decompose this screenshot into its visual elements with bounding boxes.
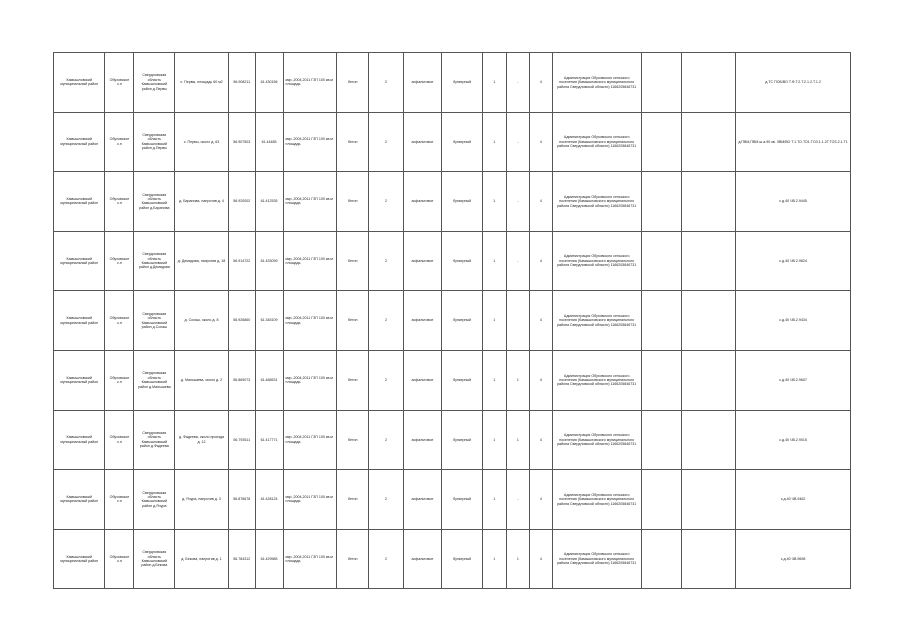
cell-period: мкр.,2004,2011 ГЗП 100 кв.м площадь [283, 231, 337, 291]
cell-address: с. Первы, площадь 60 м2 [175, 53, 229, 113]
cell-latitude: 56.878678 [228, 470, 255, 530]
cell-address: с. Первы, около д. 63 [175, 112, 229, 172]
cell-latitude: 56.926860 [228, 291, 255, 351]
cell-district: Камышловский муниципальный район [54, 529, 105, 589]
cell-latitude: 56.907503 [228, 112, 255, 172]
cell-count: 2 [369, 291, 403, 351]
cell-c1: 1 [482, 350, 506, 410]
cell-locality: Свердловская область Камышловский район д.Бекова [134, 529, 175, 589]
cell-x1 [641, 172, 682, 232]
cell-owner: Администрация Обуховского сельского поселения (Камышловского муниципального района Свердловской области) 1166205846731 [552, 350, 641, 410]
cell-count: 2 [369, 350, 403, 410]
cell-owner: Администрация Обуховского сельского поселения (Камышловского муниципального района Свердловской области) 1166205846731 [552, 112, 641, 172]
cell-longitude: 61.429585 [255, 529, 283, 589]
cell-locality: Свердловская область Камышловский район д.Малышева [134, 350, 175, 410]
cell-c1: 1 [482, 470, 506, 530]
cell-x2 [682, 350, 736, 410]
table-row [54, 172, 851, 232]
cell-c2: 1 [506, 410, 530, 470]
cell-cover: асфальтовое [403, 291, 442, 351]
cell-c3: 4 [530, 410, 553, 470]
registry-body [54, 53, 851, 589]
cell-address: д. Ячура, напротив д. 3 [175, 470, 229, 530]
cell-count: 2 [369, 470, 403, 530]
cell-settlement: Обуховское с.п [105, 470, 134, 530]
cell-note: с.д.40 ЧВ.2.9434 [736, 291, 851, 351]
cell-x2 [682, 53, 736, 113]
cell-address: д. Демидова, напротив д. 18 [175, 231, 229, 291]
cell-c2: - [506, 470, 530, 530]
cell-x2 [682, 172, 736, 232]
cell-district: Камышловский муниципальный район [54, 112, 105, 172]
cell-address: д. Фадеева, около проезда д. 12 [175, 410, 229, 470]
cell-kind: бункерный [442, 291, 483, 351]
cell-c3: 4 [530, 172, 553, 232]
cell-x2 [682, 112, 736, 172]
cell-x2 [682, 470, 736, 530]
cell-district: Камышловский муниципальный район [54, 172, 105, 232]
cell-c3: 4 [530, 529, 553, 589]
cell-c2: 1 [506, 529, 530, 589]
cell-longitude: 61.345109 [255, 291, 283, 351]
cell-x2 [682, 529, 736, 589]
cell-c3: 4 [530, 350, 553, 410]
cell-c2: - [506, 172, 530, 232]
cell-settlement: Обуховское с.п [105, 112, 134, 172]
cell-settlement: Обуховское с.п [105, 291, 134, 351]
cell-locality: Свердловская область Камышловский район д.Баранова [134, 172, 175, 232]
cell-cover: асфальтовое [403, 231, 442, 291]
cell-c2: 1 [506, 350, 530, 410]
cell-note: с.д.40 ЧВ.9462 [736, 470, 851, 530]
cell-longitude: 61.430156 [255, 53, 283, 113]
cell-x2 [682, 291, 736, 351]
cell-owner: Администрация Обуховского сельского поселения (Камышловского муниципального района Свердловской области) 1166205846731 [552, 231, 641, 291]
table-row [54, 231, 851, 291]
cell-longitude: 61.428124 [255, 470, 283, 530]
cell-kind: бункерный [442, 350, 483, 410]
cell-period: мкр.,2004,2011 ГЗП 100 кв.м площадь [283, 53, 337, 113]
cell-c1: 1 [482, 410, 506, 470]
cell-longitude: 61.433099 [255, 231, 283, 291]
cell-owner: Администрация Обуховского сельского поселения (Камышловского муниципального района Свердловской области) 1166205846731 [552, 291, 641, 351]
cell-cover: асфальтовое [403, 172, 442, 232]
cell-kind: бункерный [442, 231, 483, 291]
cell-material: бетон [337, 410, 369, 470]
cell-c3: 4 [530, 112, 553, 172]
table-row [54, 470, 851, 530]
cell-period: мкр.,2004,2011 ГЗП 100 кв.м площадь [283, 529, 337, 589]
table-row [54, 112, 851, 172]
cell-cover: асфальтовое [403, 410, 442, 470]
cell-owner: Администрация Обуховского сельского поселения (Камышловского муниципального района Свердловской области) 1166205846731 [552, 53, 641, 113]
cell-c1: 1 [482, 529, 506, 589]
cell-note: д.ТС ПОБ/ВО Т.Ф.Т.2.Т.2.1.2.Т.1.2 [736, 53, 851, 113]
cell-x1 [641, 410, 682, 470]
table-row [54, 410, 851, 470]
cell-c1: 1 [482, 172, 506, 232]
cell-period: мкр.,2004,2011 ГЗП 100 кв.м площадь [283, 172, 337, 232]
cell-kind: бункерный [442, 112, 483, 172]
cell-x1 [641, 529, 682, 589]
cell-material: бетон [337, 112, 369, 172]
cell-address: д. Бекова, напротив д. 1 [175, 529, 229, 589]
cell-note: с.д.40 ЧВ.9698 [736, 529, 851, 589]
cell-latitude: 56.914722 [228, 231, 255, 291]
cell-period: мкр.,2004,2011 ГЗП 100 кв.м площадь [283, 112, 337, 172]
cell-material: бетон [337, 231, 369, 291]
cell-longitude: 61.412535 [255, 172, 283, 232]
table-row [54, 529, 851, 589]
cell-cover: асфальтовое [403, 470, 442, 530]
cell-cover: асфальтовое [403, 112, 442, 172]
cell-count: 2 [369, 53, 403, 113]
cell-period: мкр.,2004,2011 ГЗП 100 кв.м площадь [283, 410, 337, 470]
cell-x1 [641, 53, 682, 113]
cell-c1: 1 [482, 112, 506, 172]
cell-count: 2 [369, 172, 403, 232]
cell-cover: асфальтовое [403, 53, 442, 113]
cell-note: д.ПВМ,ПВМ ш.а.90 кв. ЗВМ/ВО Т.1.ТО.ТО1.ТОЗ.1.1.2Т.ТОЗ.2.1.Т1 [736, 112, 851, 172]
cell-x2 [682, 410, 736, 470]
cell-c1: 1 [482, 53, 506, 113]
cell-locality: Свердловская область Камышловский район д.Первы [134, 53, 175, 113]
cell-note: с.д.40 ЧВ.2.9607 [736, 350, 851, 410]
cell-longitude: 61.417771 [255, 410, 283, 470]
cell-period: мкр.,2004,2011 ГЗП 100 кв.м площадь [283, 350, 337, 410]
cell-note: с.д.40 ЧВ.2.9445 [736, 172, 851, 232]
cell-district: Камышловский муниципальный район [54, 470, 105, 530]
cell-address: д. Малышева, около д. 2 [175, 350, 229, 410]
cell-c2 [506, 291, 530, 351]
cell-x1 [641, 470, 682, 530]
cell-kind: бункерный [442, 470, 483, 530]
cell-locality: Свердловская область Камышловский район д.Первы [134, 112, 175, 172]
cell-owner: Администрация Обуховского сельского поселения (Камышловского муниципального района Свердловской области) 1166205846731 [552, 529, 641, 589]
cell-district: Камышловский муниципальный район [54, 350, 105, 410]
registry-table [53, 52, 851, 589]
cell-count: 2 [369, 529, 403, 589]
cell-owner: Администрация Обуховского сельского поселения (Камышловского муниципального района Свердловской области) 1166205846731 [552, 172, 641, 232]
cell-kind: бункерный [442, 172, 483, 232]
cell-count: 2 [369, 112, 403, 172]
cell-locality: Свердловская область Камышловский район д.Демидова [134, 231, 175, 291]
cell-c1: 1 [482, 291, 506, 351]
cell-material: бетон [337, 350, 369, 410]
table-row [54, 291, 851, 351]
cell-owner: Администрация Обуховского сельского поселения (Камышловского муниципального района Свердловской области) 1166205846731 [552, 470, 641, 530]
cell-locality: Свердловская область Камышловский район д.Фадеева [134, 410, 175, 470]
cell-settlement: Обуховское с.п [105, 53, 134, 113]
cell-settlement: Обуховское с.п [105, 529, 134, 589]
cell-kind: бункерный [442, 410, 483, 470]
cell-address: д. Сохаш, около д. 8 [175, 291, 229, 351]
cell-note: с.д.40 ЧВ.2.9015 [736, 410, 851, 470]
cell-x1 [641, 350, 682, 410]
cell-count: 2 [369, 410, 403, 470]
cell-latitude: 56.793511 [228, 410, 255, 470]
cell-c3: 4 [530, 231, 553, 291]
cell-settlement: Обуховское с.п [105, 410, 134, 470]
cell-longitude: 61.468531 [255, 350, 283, 410]
cell-c2: - [506, 231, 530, 291]
cell-latitude: 56.869073 [228, 350, 255, 410]
cell-c1: 1 [482, 231, 506, 291]
cell-latitude: 56.908211 [228, 53, 255, 113]
cell-district: Камышловский муниципальный район [54, 291, 105, 351]
cell-note: с.д.40 ЧВ.2.9824 [736, 231, 851, 291]
cell-settlement: Обуховское с.п [105, 350, 134, 410]
cell-c3: 4 [530, 470, 553, 530]
cell-district: Камышловский муниципальный район [54, 410, 105, 470]
cell-owner: Администрация Обуховского сельского поселения (Камышловского муниципального района Свердловской области) 1166205846731 [552, 410, 641, 470]
cell-c3: 4 [530, 53, 553, 113]
cell-x1 [641, 291, 682, 351]
table-row [54, 350, 851, 410]
table-row [54, 53, 851, 113]
cell-locality: Свердловская область Камышловский район д.Сохаш [134, 291, 175, 351]
cell-longitude: 61.44485 [255, 112, 283, 172]
cell-material: бетон [337, 529, 369, 589]
cell-settlement: Обуховское с.п [105, 231, 134, 291]
cell-x1 [641, 231, 682, 291]
cell-district: Камышловский муниципальный район [54, 231, 105, 291]
cell-kind: бункерный [442, 529, 483, 589]
cell-c3: 4 [530, 291, 553, 351]
cell-material: бетон [337, 470, 369, 530]
cell-period: мкр.,2004,2011 ГЗП 100 кв.м площадь [283, 291, 337, 351]
cell-cover: асфальтовое [403, 529, 442, 589]
cell-material: бетон [337, 172, 369, 232]
cell-x1 [641, 112, 682, 172]
cell-latitude: 56.784312 [228, 529, 255, 589]
cell-material: бетон [337, 53, 369, 113]
cell-district: Камышловский муниципальный район [54, 53, 105, 113]
cell-count: 2 [369, 231, 403, 291]
cell-settlement: Обуховское с.п [105, 172, 134, 232]
cell-address: д. Баранова, напротив д. 4 [175, 172, 229, 232]
cell-kind: бункерный [442, 53, 483, 113]
cell-latitude: 56.920002 [228, 172, 255, 232]
cell-c2: - [506, 53, 530, 113]
cell-c2: - [506, 112, 530, 172]
cell-x2 [682, 231, 736, 291]
cell-locality: Свердловская область Камышловский район д.Ячура [134, 470, 175, 530]
cell-cover: асфальтовое [403, 350, 442, 410]
cell-material: бетон [337, 291, 369, 351]
cell-period: мкр.,2004,2011 ГЗП 100 кв.м площадь [283, 470, 337, 530]
